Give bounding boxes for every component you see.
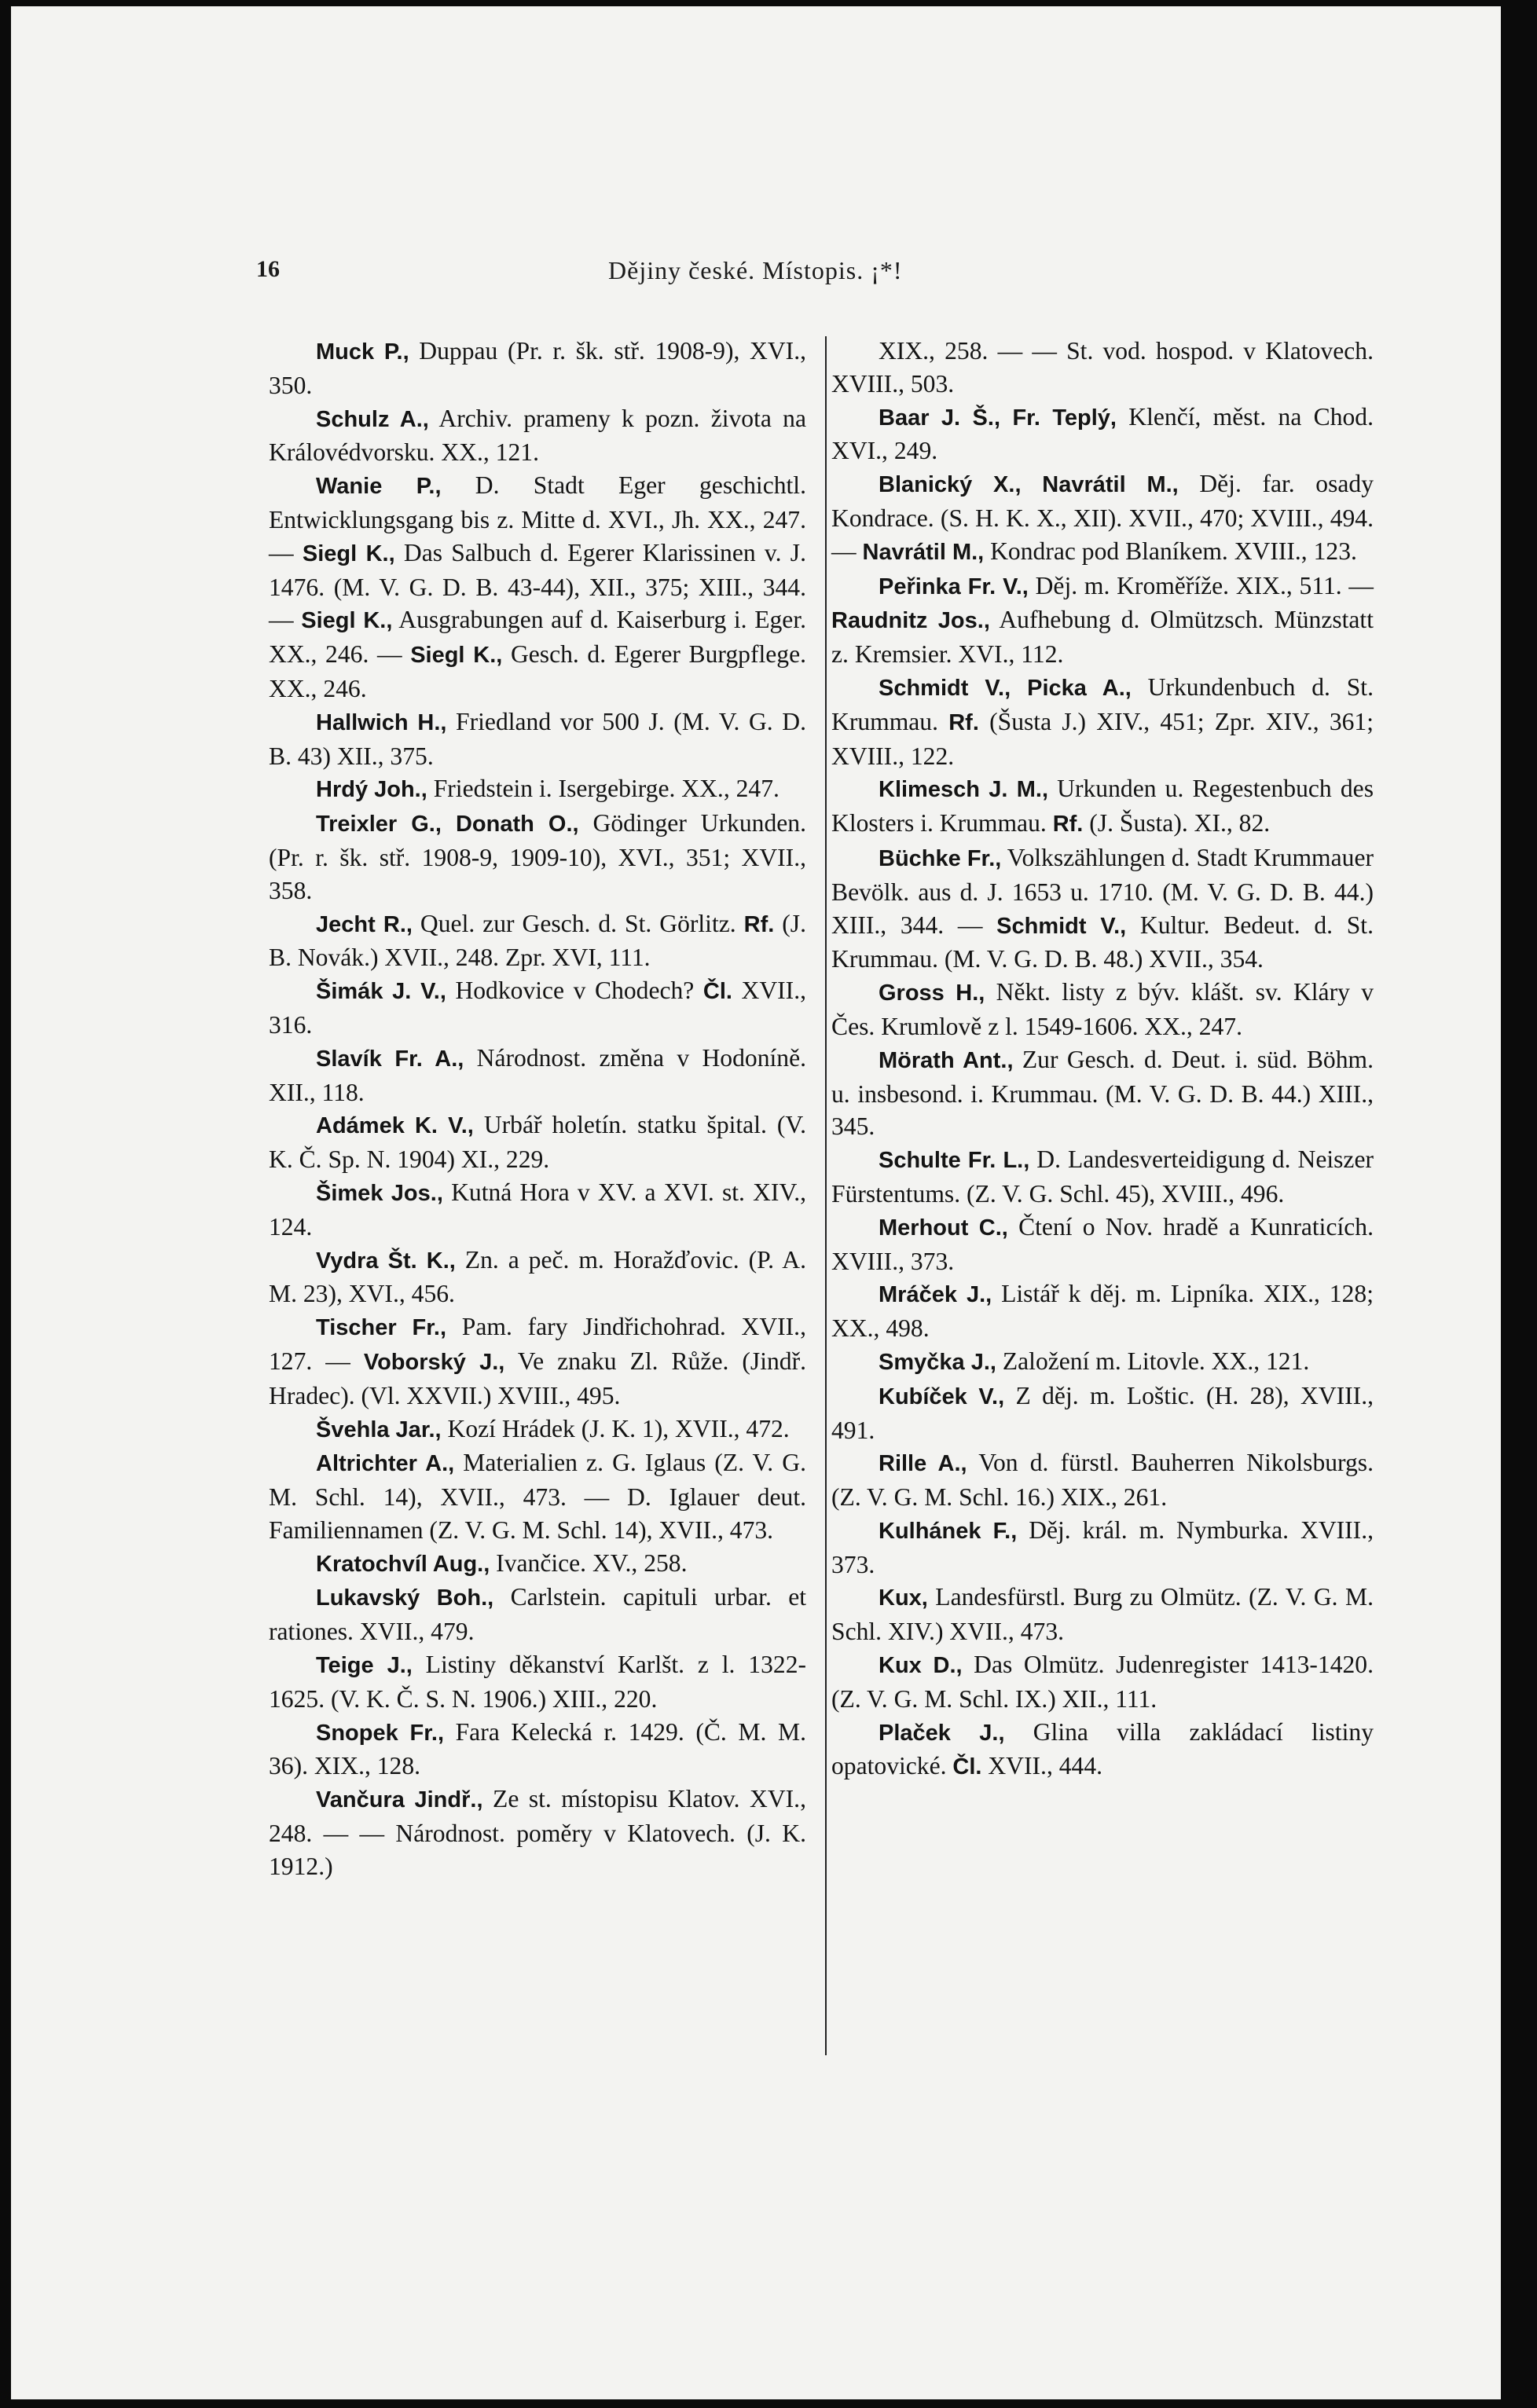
bibliography-entry <box>269 1413 806 1447</box>
entry-text: Listiny děkanství Karlšt. z l. 1322-1625. (V. K. Č. S. N. 1906.) XIII., 220. <box>269 1651 807 1713</box>
entry-text: Carlstein. capituli urbar. et rationes. XVII., 479. <box>269 1583 807 1646</box>
entry-text: Někt. listy z býv. klášt. sv. Kláry v Čes. Krumlově z l. 1549-1606. XX., 247. <box>831 978 1374 1040</box>
entry-author: Švehla Jar., <box>316 1417 442 1442</box>
entry-author: Peřinka Fr. V., <box>879 574 1029 599</box>
entry-author: Čl. <box>952 1754 982 1780</box>
bibliography-entry <box>831 671 1374 772</box>
entry-author: Smyčka J., <box>879 1349 996 1375</box>
bibliography-entry <box>269 1716 806 1783</box>
entry-text: Landesfürstl. Burg zu Olmütz. (Z. V. G. M. Schl. XIV.) XVII., 473. <box>831 1583 1374 1646</box>
entry-author: Plaček J., <box>879 1720 1005 1746</box>
entry-text: Gesch. d. Egerer Burgpflege. XX., 246. <box>269 640 806 702</box>
bibliography-entry <box>831 1143 1374 1211</box>
bibliography-entry <box>269 469 806 706</box>
entry-text: Quel. zur Gesch. d. St. Görlitz. <box>412 909 744 937</box>
entry-author: Slavík Fr. A., <box>316 1046 464 1072</box>
bibliography-entry <box>831 570 1374 671</box>
entry-text: Hodkovice v Chodech? <box>446 977 703 1005</box>
entry-author: Adámek K. V., <box>316 1113 474 1139</box>
bibliography-entry <box>269 1109 806 1176</box>
bibliography-entry <box>269 1244 806 1311</box>
entry-text: Aufhebung d. Olmützsch. Münzstatt z. Kremsier. XVI., 112. <box>831 606 1374 669</box>
entry-author: Siegl K., <box>410 643 503 669</box>
entry-author: Schmidt V., <box>996 913 1127 939</box>
entry-text: Volkszählungen d. Stadt Krummauer Bevölk. aus d. J. 1653 u. 1710. (M. V. G. D. B. 44.) XIII., 344. — <box>831 843 1374 939</box>
page-header <box>11 256 1501 303</box>
bibliography-entry <box>831 1514 1374 1582</box>
entry-author: Šimek Jos., <box>316 1180 443 1206</box>
entry-text: XVII., 444. <box>981 1752 1103 1780</box>
entry-author: Hallwich H., <box>316 709 447 735</box>
bibliography-entry <box>831 1581 1374 1648</box>
bibliography-entry <box>269 1446 806 1546</box>
entry-text: Pam. fary Jindřichohrad. XVII., 127. — <box>269 1313 806 1375</box>
bibliography-entry <box>269 402 806 470</box>
entry-text: Ve znaku Zl. Růže. (Jindř. Hradec). (Vl. XXVII.) XVIII., 495. <box>269 1347 806 1409</box>
bibliography-entry <box>831 772 1374 841</box>
entry-text: D. Stadt Eger geschichtl. Entwicklungsgang bis z. Mitte d. XVI., Jh. XX., 247. — <box>269 471 806 566</box>
bibliography-entry <box>831 335 1374 401</box>
entry-text: XIX., 258. — — St. vod. hospod. v Klatovech. XVIII., 503. <box>831 337 1374 398</box>
entry-author: Teige J., <box>316 1653 413 1679</box>
entry-text: Národnost. změna v Hodoníně. XII., 118. <box>269 1043 806 1106</box>
entry-author: Mörath Ant., <box>879 1047 1014 1073</box>
entry-text: Kultur. Bedeut. d. St. Krummau. (M. V. G. D. B. 48.) XVII., 354. <box>831 911 1374 973</box>
left-column <box>269 335 806 1883</box>
entry-text: Urkundenbuch d. St. Krummau. <box>831 673 1374 735</box>
bibliography-entry <box>269 1581 806 1648</box>
entry-author: Rille A., <box>879 1451 967 1477</box>
entry-author: Navrátil M., <box>862 539 985 565</box>
entry-text: Von d. fürstl. Bauherren Nikolsburgs. (Z. V. G. M. Schl. 16.) XIX., 261. <box>831 1449 1374 1512</box>
bibliography-entry <box>831 1446 1374 1514</box>
bibliography-entry <box>831 1043 1374 1143</box>
entry-text: Das Olmütz. Judenregister 1413-1420. (Z. V. G. M. Schl. IX.) XII., 111. <box>831 1651 1374 1713</box>
entry-text: D. Landesverteidigung d. Neiszer Fürstentums. (Z. V. G. Schl. 45), XVIII., 496. <box>831 1145 1374 1208</box>
entry-author: Klimesch J. M., <box>879 777 1049 803</box>
bibliography-entry <box>831 401 1374 468</box>
entry-author: Merhout C., <box>879 1215 1008 1241</box>
entry-author: Schmidt V., Picka A., <box>879 675 1132 701</box>
bibliography-entry <box>831 1211 1374 1278</box>
entry-author: Čl. <box>702 979 732 1005</box>
entry-text: Listář k děj. m. Lipníka. XIX., 128; XX., 498. <box>831 1280 1374 1343</box>
entry-text: Glina villa zakládací listiny opatovické. <box>831 1717 1374 1780</box>
entry-author: Gross H., <box>879 980 985 1006</box>
entry-author: Tischer Fr., <box>316 1315 447 1341</box>
entry-author: Siegl K., <box>301 608 393 634</box>
bibliography-entry <box>269 1783 806 1882</box>
book-page <box>11 6 1501 2399</box>
bibliography-entry <box>831 1380 1374 1447</box>
entry-text: Zur Gesch. d. Deut. i. süd. Böhm. u. insbesond. i. Krummau. (M. V. G. D. B. 44.) XIII., 345. <box>831 1045 1374 1141</box>
entry-text: Das Salbuch d. Egerer Klarissinen v. J. 1476. (M. V. G. D. B. 43-44), XII., 375; XIII., 344. — <box>269 538 806 634</box>
right-column <box>831 335 1374 1784</box>
running-title: Dějiny české. Místopis. ¡*! <box>608 256 903 284</box>
entry-author: Rf. <box>1052 812 1084 837</box>
entry-author: Kubíček V., <box>879 1384 1005 1409</box>
bibliography-entry <box>269 974 806 1042</box>
entry-text: Duppau (Pr. r. šk. stř. 1908-9), XVI., 350. <box>269 337 806 399</box>
bibliography-entry <box>269 335 806 402</box>
entry-text: Založení m. Litovle. XX., 121. <box>996 1347 1310 1375</box>
entry-text: Kutná Hora v XV. a XVI. st. XIV., 124. <box>269 1178 806 1241</box>
entry-author: Schulz A., <box>316 406 429 432</box>
column-divider <box>825 336 827 2055</box>
bibliography-entry <box>831 976 1374 1043</box>
entry-text: Čtení o Nov. hradě a Kunraticích. XVIII., 373. <box>831 1212 1374 1275</box>
entry-text: Z děj. m. Loštic. (H. 28), XVIII., 491. <box>831 1381 1374 1444</box>
bibliography-entry <box>269 807 806 907</box>
entry-author: Šimák J. V., <box>316 979 446 1005</box>
bibliography-entry <box>269 1042 806 1109</box>
entry-text: Friedstein i. Isergebirge. XX., 247. <box>427 775 780 803</box>
entry-author: Muck P., <box>316 339 409 365</box>
entry-text: XVII., 316. <box>269 977 806 1039</box>
bibliography-entry <box>831 1716 1374 1785</box>
bibliography-entry <box>269 907 806 975</box>
entry-author: Siegl K., <box>302 541 395 566</box>
entry-author: Vančura Jindř., <box>316 1787 483 1813</box>
entry-author: Rf. <box>948 709 979 735</box>
bibliography-entry <box>269 772 806 807</box>
entry-author: Lukavský Boh., <box>316 1585 494 1611</box>
entry-text: (Šusta J.) XIV., 451; Zpr. XIV., 361; XVIII., 122. <box>831 707 1374 770</box>
entry-text: Kozí Hrádek (J. K. 1), XVII., 472. <box>441 1414 790 1442</box>
entry-author: Kux, <box>879 1585 928 1611</box>
entry-text: Děj. far. osady Kondrace. (S. H. K. X., XII). XVII., 470; XVIII., 494. — <box>831 470 1374 565</box>
entry-text: Klenčí, měst. na Chod. XVI., 249. <box>831 402 1374 465</box>
entry-author: Hrdý Joh., <box>316 777 427 803</box>
entry-text: Friedland vor 500 J. (M. V. G. D. B. 43) XII., 375. <box>269 707 806 770</box>
entry-author: Treixler G., Donath O., <box>316 812 579 837</box>
entry-author: Raudnitz Jos., <box>831 608 990 634</box>
entry-text: Archiv. prameny k pozn. života na Královédvorsku. XX., 121. <box>269 404 806 467</box>
page-number: 16 <box>256 256 280 282</box>
bibliography-entry <box>269 1310 806 1412</box>
entry-author: Wanie P., <box>316 474 442 500</box>
entry-text: Zn. a peč. m. Horažďovic. (P. A. M. 23), XVI., 456. <box>269 1245 806 1308</box>
entry-author: Büchke Fr., <box>879 845 1002 871</box>
entry-text: Gödinger Urkunden. (Pr. r. šk. stř. 1908-9, 1909-10), XVI., 351; XVII., 358. <box>269 809 806 904</box>
bibliography-entry <box>831 1648 1374 1716</box>
entry-author: Snopek Fr., <box>316 1720 445 1746</box>
entry-text: Fara Kelecká r. 1429. (Č. M. M. 36). XIX., 128. <box>269 1717 806 1780</box>
entry-text: Materialien z. G. Iglaus (Z. V. G. M. Schl. 14), XVII., 473. — D. Iglauer deut. Familiennamen (Z. V. G. M. Schl. 14), XVII., 473. <box>269 1449 807 1544</box>
entry-author: Kratochvíl Aug., <box>316 1551 490 1577</box>
entry-author: Kulhánek F., <box>879 1518 1018 1544</box>
entry-author: Rf. <box>743 911 775 937</box>
bibliography-entry <box>269 1648 806 1716</box>
entry-author: Baar J. Š., Fr. Teplý, <box>879 405 1117 431</box>
entry-author: Blanický X., Navrátil M., <box>879 472 1179 498</box>
entry-author: Voborský J., <box>363 1349 505 1375</box>
bibliography-entry <box>831 467 1374 569</box>
bibliography-entry <box>831 841 1374 976</box>
entry-author: Mráček J., <box>879 1282 992 1308</box>
bibliography-entry <box>269 1176 806 1244</box>
bibliography-entry <box>831 1345 1374 1380</box>
entry-text: Děj. m. Kroměříže. XIX., 511. — <box>1028 571 1374 599</box>
entry-text: Ze st. místopisu Klatov. XVI., 248. — — Národnost. poměry v Klatovech. (J. K. 1912.) <box>269 1785 806 1880</box>
bibliography-entry <box>831 1277 1374 1345</box>
entry-author: Schulte Fr. L., <box>879 1148 1030 1174</box>
entry-author: Vydra Št. K., <box>316 1248 456 1274</box>
bibliography-entry <box>269 706 806 773</box>
entry-text: Kondrac pod Blaníkem. XVIII., 123. <box>984 537 1357 565</box>
entry-text: Urbář holetín. statku špital. (V. K. Č. Sp. N. 1904) XI., 229. <box>269 1111 806 1174</box>
entry-text: (J. Šusta). XI., 82. <box>1083 809 1271 837</box>
entry-text: Děj. král. m. Nymburka. XVIII., 373. <box>831 1516 1374 1578</box>
entry-text: (J. B. Novák.) XVII., 248. Zpr. XVI, 111. <box>269 909 806 972</box>
entry-author: Altrichter A., <box>316 1451 455 1477</box>
entry-author: Kux D., <box>879 1653 963 1679</box>
bibliography-entry <box>269 1547 806 1582</box>
entry-text: Urkunden u. Regestenbuch des Klosters i. Krummau. <box>831 775 1374 837</box>
entry-text: Ivančice. XV., 258. <box>490 1549 688 1577</box>
entry-text: Ausgrabungen auf d. Kaiserburg i. Eger. XX., 246. — <box>269 606 806 669</box>
entry-author: Jecht R., <box>316 911 413 937</box>
